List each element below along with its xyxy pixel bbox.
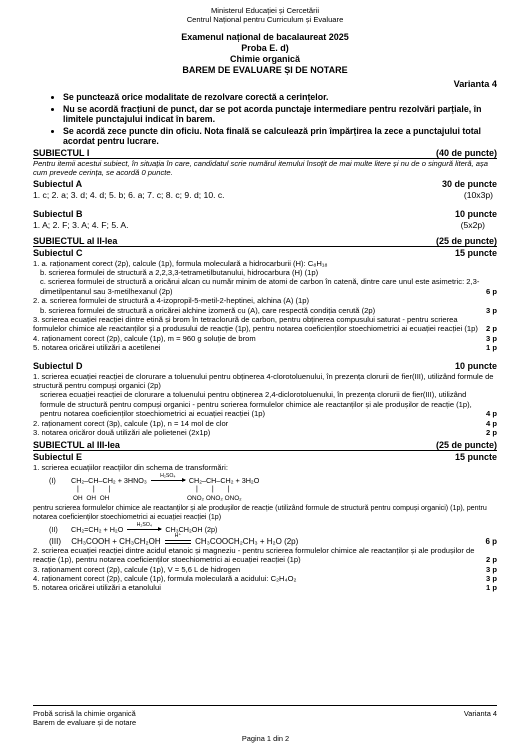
rule-item: • Nu se acordă fracțiuni de punct, dar se pot acorda punctaje intermediare pentru rezolvări parțiale, în limitele punctajului indicat în barem. xyxy=(63,104,497,125)
reaction-label: (II) xyxy=(49,524,58,534)
item-text: 3. raționament corect (2p), calcule (1p), V = 5,6 L de hidrogen xyxy=(33,564,241,574)
item-points: 1 p xyxy=(486,583,497,593)
item-c1 xyxy=(33,259,497,297)
item-text: pentru scrierea formulelor chimice ale reactanților și ale produșilor de reacție (utilizând formule de structură pentru compuși organici) (1p), pentru notarea coeficienților stoechiometrici ai ecuației reacției (1p) xyxy=(33,503,487,521)
subject-c-header xyxy=(33,248,497,259)
institution-header xyxy=(33,0,497,24)
grading-rules xyxy=(33,92,497,147)
subject-title: Subiectul C xyxy=(33,247,83,258)
variant-label: Varianta 4 xyxy=(453,79,497,89)
reaction-products: CH₃CH₂OH (2p) xyxy=(165,524,218,534)
item-points: 4 p xyxy=(486,418,497,428)
exam-titles xyxy=(33,32,497,76)
subject-points: 10 puncte xyxy=(454,208,497,219)
rule-item: • Se acordă zece puncte din oficiu. Nota finală se calculează prin împărțirea la zece a punctajului total acordat pentru lucrare. xyxy=(63,126,497,147)
item-c5 xyxy=(33,343,497,352)
equilibrium-arrow xyxy=(165,532,191,545)
section-1-header xyxy=(33,148,497,159)
footer-variant: Varianta 4 xyxy=(463,709,497,718)
footer-doc-subtitle: Barem de evaluare și de notare xyxy=(33,718,137,727)
subject-d-header xyxy=(33,361,497,372)
substituents-right: ONO₂ ONO₂ ONO₂ xyxy=(187,494,242,502)
item-text: scrierea ecuației reacției de clorurare a toluenului pentru obținerea 2,4-diclorotoluenului, în prezența clorurii de fier(III), utilizând formule de structură pentru compuși organici - pentru scrierea formulelor chimice ale reactanților și ale produșilor de reacție (1p), pentru notarea coeficienților stoechiometrici ai ecuației reacției (1p) xyxy=(40,390,472,419)
item-points: 6 p xyxy=(485,536,497,546)
item-c3 xyxy=(33,315,497,334)
subject-title: Subiectul E xyxy=(33,452,83,463)
section-1-note: Pentru itemii acestui subiect, în situația în care, candidatul scrie numărul itemului însoțit de mai multe litere și nu de o singură literă, așa cum prevede cerința, se acordă 0 puncte. xyxy=(33,158,489,177)
item-e5 xyxy=(33,583,497,592)
item-points: 2 p xyxy=(486,428,497,437)
rule-item: • Se punctează orice modalitate de rezolvare corectă a cerințelor. xyxy=(63,92,497,103)
item-points: 3 p xyxy=(486,305,497,315)
reaction-condition: H⁺ xyxy=(174,532,182,539)
subject-points: 15 puncte xyxy=(454,247,497,258)
reaction-3 xyxy=(33,532,497,546)
reaction-products: CH₃COOCH₂CH₃ + H₂O (2p) xyxy=(195,536,299,546)
item-text: 4. raționament corect (2p), calcule (1p), m = 960 g soluție de brom xyxy=(33,333,256,343)
item-d3 xyxy=(33,428,497,437)
item-text: 3. notarea oricăror două utilizări ale polietenei (2x1p) xyxy=(33,428,211,437)
score-breakdown: (5x2p) xyxy=(460,219,485,230)
page-number: Pagina 1 din 2 xyxy=(241,734,290,743)
subject-b-answers xyxy=(33,220,497,231)
footer-doc-type: Probă scrisă la chimie organică xyxy=(33,709,136,718)
score-breakdown: (10x3p) xyxy=(463,189,493,200)
subject-title: Subiectul B xyxy=(33,208,83,219)
subject-points: 30 de puncte xyxy=(441,178,497,189)
answer-key: 1. A; 2. F; 3. A; 4. F; 5. A. xyxy=(33,219,129,230)
ministry-name: Ministerul Educației și Cercetării xyxy=(210,6,320,15)
document-page xyxy=(33,0,497,593)
item-points: 1 p xyxy=(486,343,497,353)
barem-title: BAREM DE EVALUARE ȘI DE NOTARE xyxy=(182,65,348,75)
item-points: 2 p xyxy=(486,324,497,334)
subject-b-header xyxy=(33,209,497,220)
item-text: 2. scrierea ecuației reacției dintre acidul etanoic și magneziu - pentru scrierea formulelor chimice ale reactanților și ale produșilor de reacție (1p), pentru notarea coeficienților stoechiometrici ai ecuației reacției (1p) xyxy=(33,545,475,565)
reaction-products: CH₂–CH–CH₂ + 3H₂O xyxy=(188,475,260,485)
reaction-2 xyxy=(33,522,497,534)
reaction-1-substituents: ||| OH OH OH ||| ONO₂ ONO₂ ONO₂ xyxy=(73,485,244,502)
reaction-reactants: CH₃COOH + CH₃CH₂OH xyxy=(71,536,161,546)
item-text: 2. raționament corect (3p), calcule (1p), n = 14 mol de clor xyxy=(33,418,229,428)
subject-e-header xyxy=(33,452,497,463)
subject-title: Chimie organică xyxy=(229,54,301,64)
reaction-label: (I) xyxy=(49,475,56,485)
answer-key: 1. c; 2. a; 3. d; 4. d; 5. b; 6. a; 7. c; 8. c; 9. d; 10. c. xyxy=(33,189,225,200)
section-points: (25 de puncte) xyxy=(435,440,497,451)
subject-points: 10 puncte xyxy=(454,360,497,371)
item-text: 1. scrierea ecuației reacției de clorurare a toluenului pentru obținerea 4-clorotoluenului, în prezența clorurii de fier(III), utilizând formule de structură pentru compuși organici (2p) xyxy=(33,371,494,390)
section-3-header xyxy=(33,440,497,451)
item-c2 xyxy=(33,296,497,315)
item-d2 xyxy=(33,419,497,428)
item-text: 2. a. scrierea formulei de structură a 4-izopropil-5-metil-2-heptinei, alchina (A) (1p) xyxy=(33,296,310,306)
subject-a-header xyxy=(33,179,497,190)
item-text: 5. notarea oricărei utilizări a acetilenei xyxy=(33,343,161,353)
item-text: 1. a. raționament corect (2p), calcule (1p), formula moleculară a hidrocarburii (H): C₈H₁₈ xyxy=(33,258,328,268)
reaction-arrow xyxy=(127,522,161,530)
reaction-condition: H₂SO₄ xyxy=(136,522,152,529)
item-text: b. scrierea formulei de structură a oricărei alchine izomeră cu (A), care respectă condiția cerută (2p) xyxy=(40,305,376,315)
item-c4 xyxy=(33,334,497,343)
subject-title: Subiectul A xyxy=(33,178,83,189)
section-title: SUBIECTUL al II-lea xyxy=(33,235,118,246)
item-text: 3. scrierea ecuației reacției dintre etină și brom în tetraclorură de carbon, pentru obținerea compusului saturat - pentru scrierea formulelor chimice ale reactanților și a produsului de reacție (1p), pentru notarea coeficienților stoechiometrici ai ecuației reacției (1p) xyxy=(33,314,478,334)
item-text: 5. notarea oricărei utilizări a etanolului xyxy=(33,583,161,593)
item-text: c. scrierea formulei de structură a oricărui alcan cu număr minim de atomi de carbon în catenă, dintre care unul este asimetric: 2,3-dimetilpentanul sau 3-metilhexanul (2p) xyxy=(40,277,480,296)
section-points: (40 de puncte) xyxy=(435,147,497,158)
reaction-condition: H₂SO₄ xyxy=(160,473,176,480)
item-points: 3 p xyxy=(486,333,497,343)
item-points: 3 p xyxy=(486,564,497,574)
item-points: 6 p xyxy=(486,286,497,296)
item-e4 xyxy=(33,574,497,583)
section-2-header xyxy=(33,236,497,247)
substituents-left: OH OH OH xyxy=(73,494,110,502)
section-title: SUBIECTUL I xyxy=(33,147,90,158)
item-d1 xyxy=(33,372,497,419)
reaction-label: (III) xyxy=(49,536,61,546)
proba-title: Proba E. d) xyxy=(241,43,289,53)
item-text: 1. scrierea ecuațiilor reacțiilor din schema de transformări: xyxy=(33,463,228,473)
item-e3 xyxy=(33,565,497,574)
subject-title: Subiectul D xyxy=(33,360,83,371)
item-points: 4 p xyxy=(486,409,497,419)
reaction-1 xyxy=(33,473,497,504)
item-text: 4. raționament corect (2p), calcule (1p), formula moleculară a acidului: C₂H₄O₂ xyxy=(33,574,297,584)
item-points: 3 p xyxy=(486,574,497,584)
exam-title: Examenul național de bacalaureat 2025 xyxy=(181,32,349,42)
section-title: SUBIECTUL al III-lea xyxy=(33,440,120,451)
item-text: b. scrierea formulei de structură a 2,2,3,3-tetrametilbutanului, hidrocarbura (H) (1p) xyxy=(40,267,319,277)
reaction-reactants: CH₂–CH–CH₂ + 3HNO₃ xyxy=(71,475,147,485)
reaction-arrow xyxy=(151,473,185,481)
page-footer xyxy=(33,705,497,727)
reaction-reactants: CH₂=CH₂ + H₂O xyxy=(71,524,124,534)
subject-a-answers xyxy=(33,190,497,201)
item-points: 2 p xyxy=(486,555,497,565)
section-points: (25 de puncte) xyxy=(435,235,497,246)
item-e2 xyxy=(33,546,497,565)
center-name: Centrul Național pentru Curriculum și Evaluare xyxy=(186,15,344,24)
subject-points: 15 puncte xyxy=(454,452,497,463)
